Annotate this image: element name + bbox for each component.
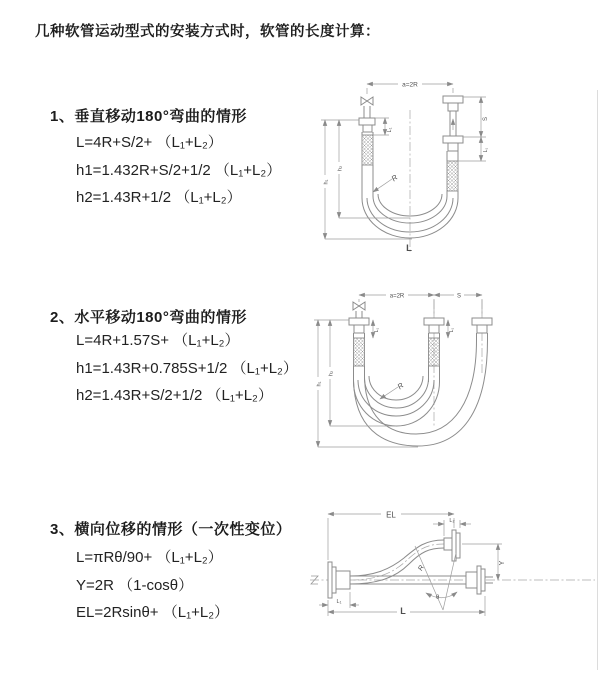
left-flange	[328, 562, 350, 598]
dim-label-a2r: a=2R	[389, 293, 405, 300]
valve-stem	[356, 311, 362, 318]
dimension-s	[434, 290, 482, 300]
formula-1-h2: h2=1.43R+1/2 （L₁+L₂）	[76, 189, 242, 206]
page-edge-line	[597, 90, 598, 670]
dim-label-l2: L₂	[449, 518, 455, 524]
dim-label-s: S	[483, 116, 489, 122]
diagram-lateral-displacement	[305, 500, 600, 650]
diagram-vertical-180-bend	[312, 72, 597, 257]
dimension-l1-left	[373, 320, 380, 338]
radius-callout	[380, 380, 406, 399]
section-3-heading: 3、横向位移的情形（一次性变位）	[50, 521, 292, 538]
dimension-s	[463, 97, 489, 137]
angle-callout	[415, 546, 457, 610]
valve-icon	[353, 302, 365, 310]
label-r: R	[417, 564, 426, 573]
section-2-formulas	[76, 327, 298, 410]
formula-3-Y: Y=2R （1-cosθ）	[76, 576, 194, 594]
dim-label-l1-left: L₁	[374, 327, 380, 333]
page-title: 几种软管运动型式的安装方式时，软管的长度计算：	[35, 24, 380, 40]
section-1-formulas	[76, 129, 281, 212]
dim-label-a2r: a=2R	[402, 81, 418, 89]
dim-label-h1: h₁	[316, 381, 323, 387]
section-1-heading: 1、垂直移动180°弯曲的情形	[50, 108, 247, 125]
valve-icon	[361, 97, 373, 105]
dim-label-h2: h₂	[328, 370, 335, 377]
dim-label-y: Y	[499, 560, 506, 566]
dim-label-l1-mid: L₁	[449, 327, 455, 333]
right-fitting	[443, 96, 463, 198]
label-l: L	[406, 243, 412, 254]
diagram-horizontal-180-bend	[310, 278, 600, 463]
left-fitting	[349, 318, 369, 382]
dimension-el	[328, 509, 454, 560]
dimension-l	[328, 596, 485, 616]
dimension-l1-mid	[448, 320, 455, 338]
dimension-h2	[325, 320, 396, 426]
label-r: R	[389, 172, 400, 184]
dim-label-el: EL	[386, 510, 396, 520]
formula-1-h1: h1=1.432R+S/2+1/2 （L₁+L₂）	[76, 161, 282, 179]
dim-label-l1: L₁	[336, 599, 342, 605]
section-3-formulas	[76, 544, 229, 627]
formula-3-L: L=πRθ/90+ （L₁+L₂）	[76, 549, 223, 566]
left-fitting	[359, 106, 375, 198]
section-2-heading: 2、水平移动180°弯曲的情形	[50, 309, 247, 326]
dimension-l1-left	[373, 118, 393, 135]
dim-label-l: L	[400, 606, 406, 616]
formula-2-h2: h2=1.43R+S/2+1/2 （L₁+L₂）	[76, 387, 273, 404]
hose-curves	[362, 194, 458, 238]
label-r: R	[395, 380, 406, 392]
dim-label-h2: h₂	[337, 165, 344, 172]
dim-label-h1: h₁	[323, 179, 330, 185]
label-theta: θ	[436, 595, 440, 601]
formula-3-EL: EL=2Rsinθ+ （L₁+L₂）	[76, 604, 230, 621]
dim-label-s: S	[456, 293, 462, 300]
radius-callout	[373, 172, 400, 192]
formula-1-L: L=4R+S/2+ （L₁+L₂）	[76, 134, 223, 151]
dim-label-l1-right: L₁	[483, 147, 489, 153]
dimension-l1	[319, 592, 359, 608]
hose-curves	[353, 340, 487, 446]
formula-2-h1: h1=1.43R+0.785S+1/2 （L₁+L₂）	[76, 359, 298, 377]
dim-label-l1-left: L₁	[387, 127, 393, 133]
dimension-a2r	[367, 79, 453, 94]
formula-2-L: L=4R+1.57S+ （L₁+L₂）	[76, 332, 240, 349]
